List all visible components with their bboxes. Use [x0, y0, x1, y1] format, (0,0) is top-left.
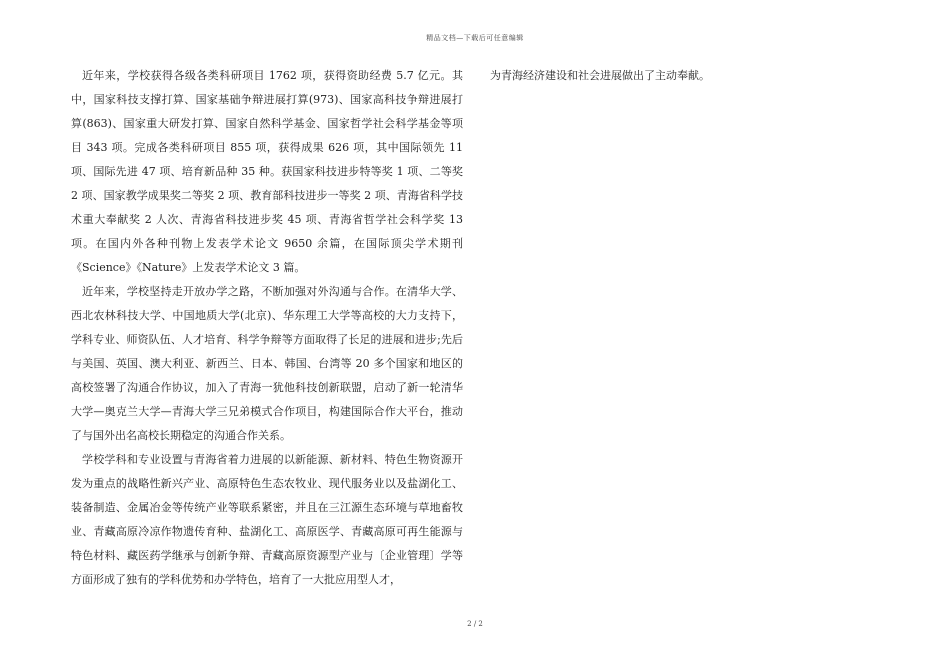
page-number: 2 / 2 — [467, 620, 483, 628]
paragraph-cooperation: 近年来，学校坚持走开放办学之路，不断加强对外沟通与合作。在清华大学、西北农林科技大学、中国地质大学(北京)、华东理工大学等高校的大力支持下，学科专业、师资队伍、人才培育、科学争辩等方面取得了长足的进展和进步;先后与美国、英国、澳大利亚、新西兰、日本、韩国、台湾等 20 多个国家和地区的高校签署了沟通合作协议，加入了青海一犹他科技创新联盟，启动了新一轮清华大学—奥克兰大学—青海大学三兄弟模式合作项目，构建国际合作大平台，推动了与国外出名高校长期稳定的沟通合作关系。 — [71, 285, 463, 442]
paragraph-disciplines: 学校学科和专业设置与青海省着力进展的以新能源、新材料、特色生物资源开发为重点的战略性新兴产业、高原特色生态农牧业、现代服务业以及盐湖化工、装备制造、金属冶金等传统产业等联系紧密，并且在三江源生态环境与草地畜牧业、青藏高原冷凉作物遗传育种、盐湖化工、高原医学、青藏高原可再生能源与特色材料、藏医药学继承与创新争辩、青藏高原资源型产业与〔企业管理〕学等方面形成了独有的学科优势和办学特色，培育了一大批应用型人才， — [71, 453, 463, 586]
right-column — [490, 64, 870, 88]
page-header: 精品文档—下载后可任意编辑 — [426, 34, 524, 42]
paragraph-continuation: 为青海经济建设和社会进展做出了主动奉献。 — [490, 69, 710, 82]
paragraph-research: 近年来，学校获得各级各类科研项目 1762 项，获得资助经费 5.7 亿元。其中，国家科技支撑打算、国家基础争辩进展打算(973)、国家高科技争辩进展打算(863)、国家重大研发打算、国家自然科学基金、国家哲学社会科学基金等项目 343 项。完成各类科研项目 855 项，获得成果 626 项，其中国际领先 11 项、国际先进 47 项、培育新品种 35 种。获国家科技进步特等奖 1 项、二等奖 2 项、国家教学成果奖二等奖 2 项、教育部科技进步一等奖 2 项、青海省科学技术重大奉献奖 2 人次、青海省科技进步奖 45 项、青海省哲学社会科学奖 13 项。在国内外各种刊物上发表学术论文 9650 余篇，在国际顶尖学术期刊《Science》《Nature》上发表学术论文 3 篇。 — [71, 69, 463, 274]
left-column — [71, 64, 463, 592]
